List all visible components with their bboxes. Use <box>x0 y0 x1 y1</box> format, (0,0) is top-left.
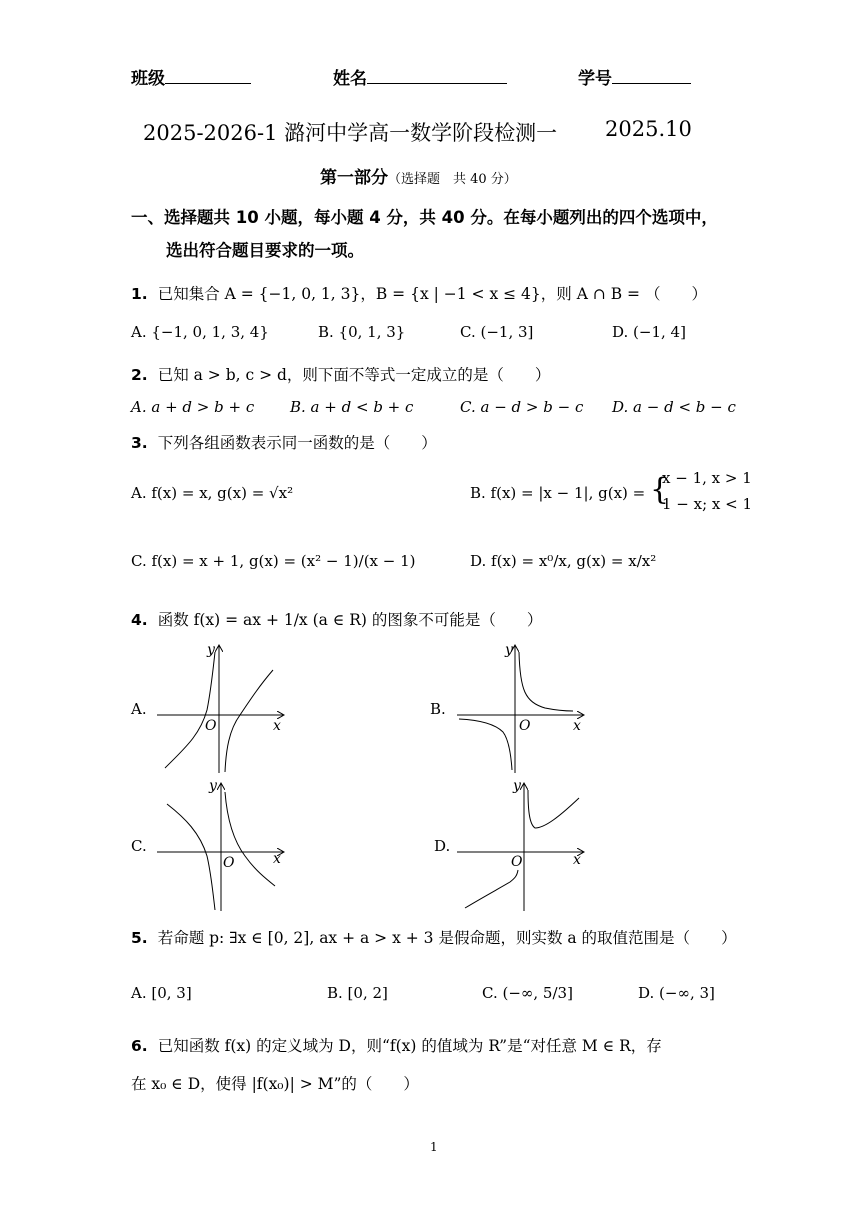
exam-date: 2025.10 <box>605 117 692 141</box>
curve-right <box>528 790 579 828</box>
question-3 <box>131 431 437 453</box>
id-blank[interactable] <box>612 69 691 84</box>
section-line-2: 选出符合题目要求的一项。 <box>166 241 364 260</box>
graph-a[interactable] <box>155 640 290 775</box>
q3-option-b-text: B. f(x) = |x − 1|, g(x) = <box>470 484 646 502</box>
graph-c[interactable] <box>155 778 290 913</box>
origin-label: O <box>205 718 217 734</box>
class-label: 班级 <box>131 69 165 89</box>
q3-option-a[interactable]: A. f(x) = x, g(x) = √x² <box>131 484 294 502</box>
page-number: 1 <box>430 1140 438 1154</box>
question-number: 5. <box>131 929 148 947</box>
y-axis-label: y <box>513 778 521 794</box>
q3-option-b[interactable] <box>470 484 645 502</box>
question-6-line-2: 在 x₀ ∈ D，使得 |f(x₀)| > M”的（ ） <box>131 1075 419 1093</box>
section-line-1: 一、选择题共 10 小题，每小题 4 分，共 40 分。在每小题列出的四个选项中， <box>131 208 718 227</box>
question-6 <box>131 1034 662 1056</box>
q3-option-d[interactable]: D. f(x) = x⁰/x, g(x) = x/x² <box>470 552 657 570</box>
graph-b[interactable] <box>455 640 590 775</box>
question-1 <box>131 282 707 304</box>
curve-right <box>519 652 573 711</box>
q2-option-d[interactable]: D. a − d < b − c <box>612 398 736 416</box>
piecewise-brace: { <box>650 472 670 507</box>
part-heading <box>320 163 517 188</box>
y-axis-label: y <box>209 778 217 794</box>
q2-option-c[interactable]: C. a − d > b − c <box>460 398 584 416</box>
part-name: 第一部分 <box>320 168 388 188</box>
name-label: 姓名 <box>333 69 367 89</box>
graph-label-d[interactable]: D. <box>434 837 451 855</box>
name-blank[interactable] <box>367 69 507 84</box>
question-text: 若命题 p: ∃x ∈ [0, 2], ax + a > x + 3 是假命题，则实数 a 的取值范围是（ ） <box>157 929 737 947</box>
class-blank[interactable] <box>165 69 251 84</box>
origin-label: O <box>223 855 235 871</box>
graph-d[interactable] <box>455 778 590 913</box>
question-text: 已知集合 A = {−1, 0, 1, 3}，B = {x | −1 < x ≤ 4}，则 A ∩ B = （ ） <box>157 285 707 303</box>
q5-option-a[interactable]: A. [0, 3] <box>131 984 192 1002</box>
id-field <box>578 64 691 89</box>
exam-title <box>143 117 557 147</box>
question-2 <box>131 363 550 385</box>
graph-label-b[interactable]: B. <box>430 700 446 718</box>
question-number: 6. <box>131 1037 148 1055</box>
question-text: 函数 f(x) = ax + 1/x (a ∈ R) 的图象不可能是（ ） <box>157 611 543 629</box>
x-axis-label: x <box>273 718 281 734</box>
question-text: 已知函数 f(x) 的定义域为 D，则“f(x) 的值域为 R”是“对任意 M ∈ R，存 <box>157 1037 662 1055</box>
q1-option-c[interactable]: C. (−1, 3] <box>460 323 534 341</box>
question-text: 下列各组函数表示同一函数的是（ ） <box>157 434 437 452</box>
origin-label: O <box>519 718 531 734</box>
name-field <box>333 64 507 89</box>
curve-right <box>225 670 273 772</box>
question-number: 1. <box>131 285 148 303</box>
graph-label-c[interactable]: C. <box>131 837 147 855</box>
curve-left <box>167 804 215 910</box>
q1-option-b[interactable]: B. {0, 1, 3} <box>318 323 406 341</box>
question-number: 2. <box>131 366 148 384</box>
q3-option-c[interactable]: C. f(x) = x + 1, g(x) = (x² − 1)/(x − 1) <box>131 552 416 570</box>
class-field <box>131 64 251 89</box>
y-axis-label: y <box>505 642 513 658</box>
piecewise-case-2: 1 − x; x < 1 <box>662 495 753 513</box>
q5-option-d[interactable]: D. (−∞, 3] <box>638 984 715 1002</box>
x-axis-label: x <box>573 852 581 868</box>
q1-option-d[interactable]: D. (−1, 4] <box>612 323 686 341</box>
origin-label: O <box>511 854 523 870</box>
id-label: 学号 <box>578 69 612 89</box>
q1-option-a[interactable]: A. {−1, 0, 1, 3, 4} <box>131 323 269 341</box>
question-4 <box>131 608 542 630</box>
curve-right <box>225 792 275 886</box>
curve-left <box>465 870 518 908</box>
q5-option-b[interactable]: B. [0, 2] <box>327 984 388 1002</box>
part-note: （选择题 共 40 分） <box>388 172 517 187</box>
q2-option-b[interactable]: B. a + d < b + c <box>290 398 414 416</box>
question-5 <box>131 926 737 948</box>
q2-option-a[interactable]: A. a + d > b + c <box>131 398 255 416</box>
question-text: 已知 a > b, c > d，则下面不等式一定成立的是（ ） <box>157 366 551 384</box>
x-axis-label: x <box>573 718 581 734</box>
curve-left <box>165 652 215 768</box>
curve-left <box>459 719 512 770</box>
question-number: 3. <box>131 434 148 452</box>
question-number: 4. <box>131 611 148 629</box>
y-axis-label: y <box>207 642 215 658</box>
title-main: 2025-2026-1 潞河中学高一数学阶段检测一 <box>143 121 558 145</box>
piecewise-case-1: x − 1, x > 1 <box>662 469 752 487</box>
q5-option-c[interactable]: C. (−∞, 5/3] <box>482 984 573 1002</box>
x-axis-label: x <box>273 851 281 867</box>
graph-label-a[interactable]: A. <box>131 700 147 718</box>
